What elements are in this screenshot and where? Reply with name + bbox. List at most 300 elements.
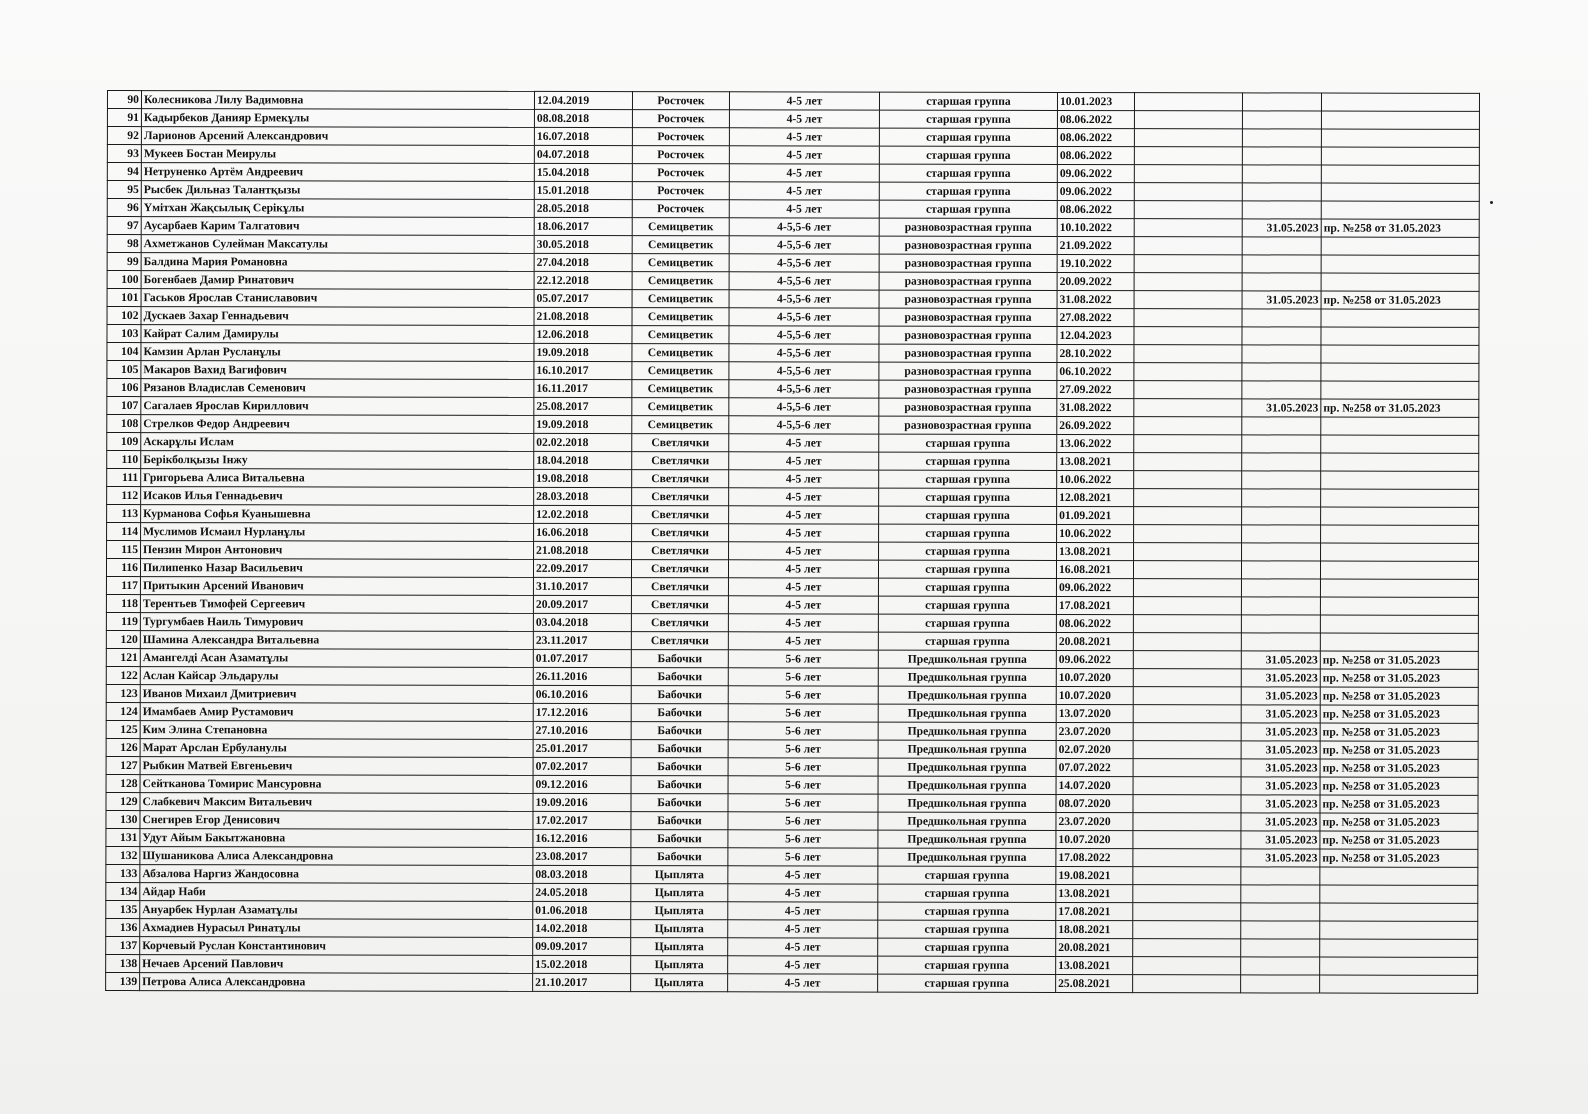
departure-date (1241, 597, 1320, 615)
admission-date: 20.08.2021 (1056, 938, 1133, 956)
departure-date: 31.05.2023 (1241, 831, 1320, 849)
order-reference (1320, 939, 1478, 957)
age-range: 4-5 лет (729, 542, 879, 560)
order-reference (1321, 327, 1479, 345)
age-range: 4-5,5-6 лет (729, 272, 879, 290)
birth-date: 05.07.2017 (534, 289, 632, 307)
group-type: старшая группа (879, 506, 1057, 524)
birth-date: 17.02.2017 (533, 811, 631, 829)
age-range: 4-5 лет (729, 506, 879, 524)
child-name: Сагалаев Ярослав Кириллович (141, 397, 534, 416)
admission-date: 13.07.2020 (1056, 704, 1133, 722)
age-range: 5-6 лет (728, 722, 878, 740)
group-name: Бабочки (631, 650, 728, 668)
admission-date: 08.06.2022 (1056, 614, 1133, 632)
birth-date: 30.05.2018 (534, 235, 632, 253)
child-name: Снегирев Егор Денисович (140, 811, 533, 830)
departure-date (1241, 579, 1320, 597)
age-range: 4-5 лет (729, 164, 879, 182)
child-name: Амангелді Асан Азаматұлы (140, 649, 533, 668)
row-number: 120 (106, 630, 140, 648)
child-name: Григорьева Алиса Витальевна (141, 469, 534, 488)
table-row (106, 846, 1478, 867)
admission-date: 09.06.2022 (1056, 578, 1133, 596)
empty-cell (1133, 975, 1241, 993)
admission-date: 13.08.2021 (1057, 542, 1134, 560)
group-name: Семицветик (632, 398, 729, 416)
group-name: Бабочки (631, 668, 728, 686)
order-reference (1321, 273, 1479, 291)
group-type: разновозрастная группа (879, 254, 1057, 272)
admission-date: 10.10.2022 (1057, 218, 1134, 236)
order-reference (1321, 237, 1479, 255)
age-range: 5-6 лет (728, 758, 878, 776)
age-range: 5-6 лет (728, 686, 878, 704)
admission-date: 18.08.2021 (1056, 920, 1133, 938)
birth-date: 06.10.2016 (533, 685, 631, 703)
child-name: Марат Арслан Ербуланулы (140, 739, 533, 758)
departure-date (1242, 183, 1321, 201)
birth-date: 24.05.2018 (533, 883, 631, 901)
group-name: Бабочки (631, 812, 728, 830)
child-name: Корчевый Руслан Константинович (140, 937, 533, 956)
empty-cell (1134, 93, 1242, 111)
group-type: разновозрастная группа (879, 344, 1057, 362)
admission-date: 10.07.2020 (1056, 686, 1133, 704)
row-number: 91 (107, 109, 141, 127)
birth-date: 31.10.2017 (533, 577, 631, 595)
child-name: Айдар Наби (140, 883, 533, 902)
group-name: Светлячки (632, 488, 729, 506)
age-range: 4-5 лет (728, 974, 878, 992)
admission-date: 08.06.2022 (1057, 200, 1134, 218)
order-reference (1320, 921, 1478, 939)
admission-date: 25.08.2021 (1056, 974, 1133, 992)
age-range: 4-5 лет (728, 578, 878, 596)
group-type: старшая группа (879, 524, 1057, 542)
group-type: старшая группа (879, 164, 1057, 182)
admission-date: 09.06.2022 (1056, 650, 1133, 668)
empty-cell (1134, 489, 1242, 507)
empty-cell (1134, 345, 1242, 363)
admission-date: 19.08.2021 (1056, 866, 1133, 884)
row-number: 105 (107, 361, 141, 379)
admission-date: 13.08.2021 (1057, 452, 1134, 470)
child-name: Нечаев Арсений Павлович (140, 955, 533, 974)
child-name: Рысбек Дильназ Талантқызы (141, 181, 534, 200)
row-number: 95 (107, 181, 141, 199)
row-number: 109 (107, 433, 141, 451)
child-name: Стрелков Федор Андреевич (141, 415, 534, 434)
group-type: старшая группа (879, 470, 1057, 488)
child-name: Притыкин Арсений Иванович (140, 577, 533, 596)
departure-date (1241, 903, 1320, 921)
departure-date: 31.05.2023 (1242, 399, 1321, 417)
birth-date: 27.04.2018 (534, 253, 632, 271)
admission-date: 10.07.2020 (1056, 830, 1133, 848)
order-reference (1321, 507, 1479, 525)
child-name: Аслан Кайсар Эльдарулы (140, 667, 533, 686)
age-range: 4-5 лет (728, 884, 878, 902)
group-name: Бабочки (631, 848, 728, 866)
table-row (106, 774, 1478, 795)
order-reference: пр. №258 от 31.05.2023 (1320, 651, 1478, 669)
departure-date: 31.05.2023 (1241, 651, 1320, 669)
empty-cell (1133, 957, 1241, 975)
child-name: Аусарбаев Карим Талгатович (141, 217, 534, 236)
age-range: 4-5,5-6 лет (729, 218, 879, 236)
group-name: Семицветик (632, 416, 729, 434)
admission-date: 10.01.2023 (1057, 92, 1134, 110)
age-range: 4-5 лет (728, 938, 878, 956)
group-name: Семицветик (632, 326, 729, 344)
age-range: 4-5 лет (729, 200, 879, 218)
group-name: Светлячки (631, 614, 728, 632)
group-name: Бабочки (631, 776, 728, 794)
departure-date: 31.05.2023 (1241, 795, 1320, 813)
birth-date: 25.01.2017 (533, 739, 631, 757)
departure-date (1242, 453, 1321, 471)
order-reference (1321, 417, 1479, 435)
admission-date: 17.08.2022 (1056, 848, 1133, 866)
empty-cell (1134, 273, 1242, 291)
empty-cell (1134, 147, 1242, 165)
row-number: 123 (106, 684, 140, 702)
birth-date: 25.08.2017 (534, 397, 632, 415)
birth-date: 16.07.2018 (534, 127, 632, 145)
group-name: Семицветик (632, 290, 729, 308)
departure-date (1242, 525, 1321, 543)
order-reference (1321, 165, 1479, 183)
group-name: Цыплята (631, 956, 728, 974)
group-type: Предшкольная группа (878, 758, 1056, 776)
group-type: старшая группа (878, 902, 1056, 920)
group-name: Бабочки (631, 830, 728, 848)
group-type: разновозрастная группа (879, 416, 1057, 434)
departure-date: 31.05.2023 (1241, 705, 1320, 723)
row-number: 97 (107, 217, 141, 235)
row-number: 102 (107, 307, 141, 325)
order-reference (1320, 633, 1478, 651)
departure-date (1242, 543, 1321, 561)
child-name: Абзалова Наргиз Жандосовна (140, 865, 533, 884)
empty-cell (1134, 219, 1242, 237)
child-name: Ахметжанов Сулейман Максатулы (141, 235, 534, 254)
row-number: 139 (106, 972, 140, 990)
age-range: 4-5 лет (728, 560, 878, 578)
scan-speck (1490, 201, 1493, 204)
group-name: Светлячки (632, 470, 729, 488)
row-number: 135 (106, 900, 140, 918)
empty-cell (1134, 507, 1242, 525)
table-row (106, 792, 1478, 813)
group-type: Предшкольная группа (878, 686, 1056, 704)
birth-date: 19.09.2016 (533, 793, 631, 811)
group-type: старшая группа (879, 110, 1057, 128)
row-number: 118 (106, 594, 140, 612)
age-range: 4-5 лет (728, 596, 878, 614)
age-range: 4-5 лет (729, 524, 879, 542)
group-name: Светлячки (632, 542, 729, 560)
group-name: Светлячки (631, 632, 728, 650)
order-reference (1321, 525, 1479, 543)
departure-date (1241, 885, 1320, 903)
child-name: Берікболқызы Інжу (141, 451, 534, 470)
empty-cell (1133, 615, 1241, 633)
birth-date: 18.06.2017 (534, 217, 632, 235)
group-type: старшая группа (879, 542, 1057, 560)
age-range: 5-6 лет (728, 848, 878, 866)
age-range: 5-6 лет (728, 794, 878, 812)
group-type: Предшкольная группа (878, 740, 1056, 758)
birth-date: 21.08.2018 (534, 307, 632, 325)
order-reference: пр. №258 от 31.05.2023 (1320, 723, 1478, 741)
empty-cell (1134, 399, 1242, 417)
empty-cell (1133, 651, 1241, 669)
empty-cell (1133, 831, 1241, 849)
departure-date (1241, 921, 1320, 939)
child-name: Богенбаев Дамир Ринатович (141, 271, 534, 290)
admission-date: 09.06.2022 (1057, 164, 1134, 182)
birth-date: 15.01.2018 (534, 181, 632, 199)
departure-date: 31.05.2023 (1242, 291, 1321, 309)
empty-cell (1134, 327, 1242, 345)
order-reference (1320, 957, 1478, 975)
age-range: 5-6 лет (728, 830, 878, 848)
group-type: старшая группа (879, 434, 1057, 452)
group-name: Светлячки (632, 506, 729, 524)
age-range: 4-5 лет (728, 632, 878, 650)
order-reference (1321, 453, 1479, 471)
group-name: Росточек (632, 110, 729, 128)
order-reference: пр. №258 от 31.05.2023 (1320, 849, 1478, 867)
birth-date: 16.11.2017 (534, 379, 632, 397)
departure-date (1241, 957, 1320, 975)
admission-date: 23.07.2020 (1056, 812, 1133, 830)
child-name: Гаськов Ярослав Станиславович (141, 289, 534, 308)
departure-date (1242, 345, 1321, 363)
order-reference (1321, 183, 1479, 201)
group-name: Цыплята (631, 920, 728, 938)
order-reference: пр. №258 от 31.05.2023 (1320, 741, 1478, 759)
departure-date (1242, 327, 1321, 345)
row-number: 108 (107, 415, 141, 433)
age-range: 4-5,5-6 лет (729, 254, 879, 272)
departure-date: 31.05.2023 (1241, 813, 1320, 831)
group-type: старшая группа (878, 974, 1056, 992)
age-range: 4-5,5-6 лет (729, 344, 879, 362)
departure-date (1241, 615, 1320, 633)
table-row (106, 630, 1478, 651)
birth-date: 27.10.2016 (533, 721, 631, 739)
group-name: Цыплята (631, 902, 728, 920)
admission-date: 21.09.2022 (1057, 236, 1134, 254)
birth-date: 28.05.2018 (534, 199, 632, 217)
birth-date: 09.12.2016 (533, 775, 631, 793)
group-type: старшая группа (878, 920, 1056, 938)
row-number: 125 (106, 720, 140, 738)
row-number: 103 (107, 325, 141, 343)
child-name: Балдина Мария Романовна (141, 253, 534, 272)
child-name: Иванов Михаил Дмитриевич (140, 685, 533, 704)
departure-date: 31.05.2023 (1241, 723, 1320, 741)
departure-date (1241, 633, 1320, 651)
child-name: Ануарбек Нурлан Азаматұлы (140, 901, 533, 920)
row-number: 134 (106, 882, 140, 900)
age-range: 4-5 лет (729, 488, 879, 506)
group-type: старшая группа (879, 182, 1057, 200)
birth-date: 22.12.2018 (534, 271, 632, 289)
row-number: 115 (107, 541, 141, 559)
row-number: 131 (106, 828, 140, 846)
group-name: Бабочки (631, 704, 728, 722)
empty-cell (1133, 741, 1241, 759)
empty-cell (1133, 561, 1241, 579)
group-name: Семицветик (632, 362, 729, 380)
age-range: 4-5,5-6 лет (729, 308, 879, 326)
child-name: Курманова Софья Куанышевна (141, 505, 534, 524)
order-reference: пр. №258 от 31.05.2023 (1320, 813, 1478, 831)
group-name: Светлячки (631, 560, 728, 578)
admission-date: 20.09.2022 (1057, 272, 1134, 290)
empty-cell (1134, 363, 1242, 381)
order-reference: пр. №258 от 31.05.2023 (1320, 687, 1478, 705)
row-number: 113 (107, 505, 141, 523)
child-name: Пилипенко Назар Васильевич (140, 559, 533, 578)
departure-date (1242, 201, 1321, 219)
empty-cell (1133, 813, 1241, 831)
age-range: 4-5,5-6 лет (729, 416, 879, 434)
birth-date: 08.08.2018 (534, 109, 632, 127)
birth-date: 12.06.2018 (534, 325, 632, 343)
empty-cell (1133, 579, 1241, 597)
group-type: Предшкольная группа (878, 848, 1056, 866)
departure-date (1242, 129, 1321, 147)
admission-date: 10.06.2022 (1057, 470, 1134, 488)
age-range: 4-5,5-6 лет (729, 236, 879, 254)
departure-date: 31.05.2023 (1241, 687, 1320, 705)
empty-cell (1133, 903, 1241, 921)
group-type: Предшкольная группа (878, 650, 1056, 668)
order-reference (1321, 489, 1479, 507)
order-reference (1321, 471, 1479, 489)
child-name: Нетруненко Артём Андреевич (141, 163, 534, 182)
empty-cell (1133, 687, 1241, 705)
child-name: Үмітхан Жақсылық Серікұлы (141, 199, 534, 218)
group-name: Бабочки (631, 758, 728, 776)
row-number: 128 (106, 774, 140, 792)
row-number: 119 (106, 612, 140, 630)
age-range: 4-5,5-6 лет (729, 362, 879, 380)
admission-date: 09.06.2022 (1057, 182, 1134, 200)
birth-date: 12.04.2019 (534, 91, 632, 109)
empty-cell (1134, 129, 1242, 147)
row-number: 92 (107, 127, 141, 145)
group-name: Бабочки (631, 740, 728, 758)
order-reference (1320, 597, 1478, 615)
departure-date: 31.05.2023 (1241, 849, 1320, 867)
table-row (107, 235, 1479, 256)
group-type: старшая группа (878, 632, 1056, 650)
departure-date (1242, 489, 1321, 507)
empty-cell (1133, 669, 1241, 687)
child-name: Рязанов Владислав Семенович (141, 379, 534, 398)
group-name: Светлячки (631, 596, 728, 614)
empty-cell (1133, 705, 1241, 723)
order-reference (1321, 435, 1479, 453)
departure-date (1241, 939, 1320, 957)
group-type: старшая группа (878, 560, 1056, 578)
order-reference (1320, 885, 1478, 903)
group-name: Росточек (632, 146, 729, 164)
age-range: 4-5 лет (729, 110, 879, 128)
departure-date (1242, 309, 1321, 327)
empty-cell (1134, 201, 1242, 219)
child-name: Шамина Александра Витальевна (140, 631, 533, 650)
group-type: старшая группа (878, 596, 1056, 614)
group-name: Росточек (632, 200, 729, 218)
admission-date: 17.08.2021 (1056, 596, 1133, 614)
birth-date: 23.11.2017 (533, 631, 631, 649)
group-name: Росточек (632, 164, 729, 182)
birth-date: 28.03.2018 (534, 487, 632, 505)
age-range: 4-5 лет (729, 92, 879, 110)
departure-date (1242, 93, 1321, 111)
group-type: Предшкольная группа (878, 794, 1056, 812)
empty-cell (1133, 885, 1241, 903)
group-type: старшая группа (878, 938, 1056, 956)
empty-cell (1134, 291, 1242, 309)
empty-cell (1134, 255, 1242, 273)
admission-date: 06.10.2022 (1057, 362, 1134, 380)
departure-date: 31.05.2023 (1241, 759, 1320, 777)
group-name: Росточек (632, 128, 729, 146)
child-name: Шушаникова Алиса Александровна (140, 847, 533, 866)
departure-date: 31.05.2023 (1241, 741, 1320, 759)
group-name: Бабочки (631, 722, 728, 740)
birth-date: 26.11.2016 (533, 667, 631, 685)
row-number: 122 (106, 666, 140, 684)
group-type: Предшкольная группа (878, 830, 1056, 848)
admission-date: 02.07.2020 (1056, 740, 1133, 758)
birth-date: 16.06.2018 (534, 523, 632, 541)
group-name: Росточек (632, 182, 729, 200)
child-name: Колесникова Лилу Вадимовна (141, 91, 534, 110)
departure-date (1242, 165, 1321, 183)
order-reference: пр. №258 от 31.05.2023 (1320, 777, 1478, 795)
group-type: старшая группа (878, 866, 1056, 884)
row-number: 96 (107, 199, 141, 217)
birth-date: 23.08.2017 (533, 847, 631, 865)
age-range: 4-5 лет (728, 920, 878, 938)
row-number: 133 (106, 864, 140, 882)
roster-body (106, 91, 1480, 994)
admission-date: 08.06.2022 (1057, 110, 1134, 128)
row-number: 130 (106, 810, 140, 828)
row-number: 112 (107, 487, 141, 505)
birth-date: 19.08.2018 (534, 469, 632, 487)
birth-date: 03.04.2018 (533, 613, 631, 631)
admission-date: 13.06.2022 (1057, 434, 1134, 452)
group-name: Бабочки (631, 794, 728, 812)
admission-date: 16.08.2021 (1056, 560, 1133, 578)
order-reference: пр. №258 от 31.05.2023 (1320, 705, 1478, 723)
group-type: разновозрастная группа (879, 362, 1057, 380)
age-range: 4-5 лет (729, 452, 879, 470)
empty-cell (1134, 183, 1242, 201)
departure-date: 31.05.2023 (1241, 669, 1320, 687)
age-range: 5-6 лет (728, 668, 878, 686)
